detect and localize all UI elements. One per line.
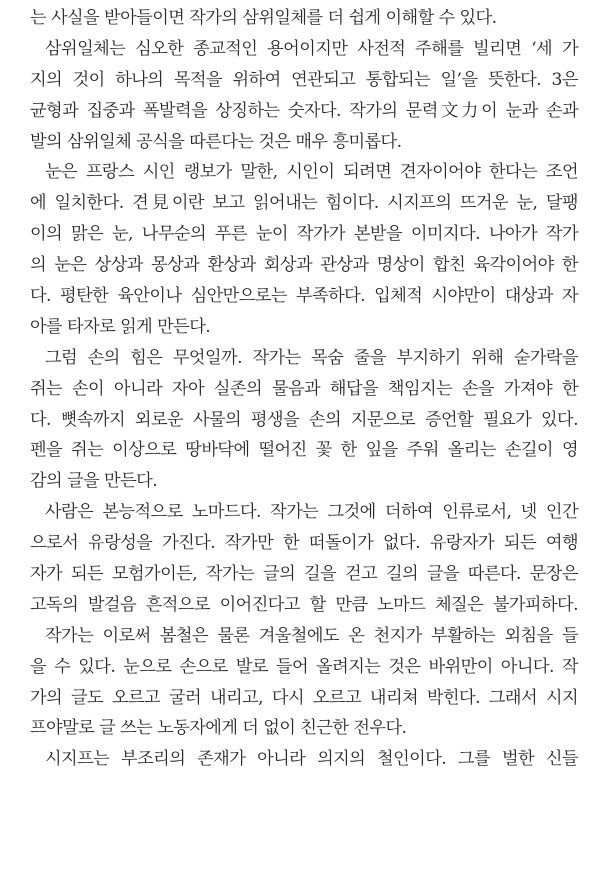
- text-line: 자가 되든 모험가이든, 작가는 글의 길을 걷고 길의 글을 따른다. 문장은: [30, 564, 578, 585]
- text-line: 쥐는 손이 아니라 자아 실존의 물음과 해답을 책임지는 손을 가져야 한: [30, 378, 578, 399]
- text-line: 사람은 본능적으로 노마드다. 작가는 그것에 더하여 인류로서, 넷 인간: [45, 502, 578, 523]
- text-line: 그럼 손의 힘은 무엇일까. 작가는 목숨 줄을 부지하기 위해 숟가락을: [45, 347, 578, 368]
- text-line: 에 일치한다. 견見이란 보고 읽어내는 힘이다. 시지프의 뜨거운 눈, 달팽: [30, 193, 578, 214]
- text-line: 감의 글을 만든다.: [30, 471, 158, 492]
- text-line: 고독의 발걸음 흔적으로 이어진다고 할 만큼 노마드 체질은 불가피하다.: [30, 594, 578, 615]
- text-line: 작가는 이로써 봄철은 물론 겨울철에도 온 천지가 부활하는 외침을 들: [45, 625, 578, 646]
- text-line: 지의 것이 하나의 목적을 위하여 연관되고 통합되는 일’을 뜻한다. 3은: [30, 69, 578, 90]
- text-line: 다. 평탄한 육안이나 심안만으로는 부족하다. 입체적 시야만이 대상과 자: [30, 286, 578, 307]
- text-line: 가의 글도 오르고 굴러 내리고, 다시 오르고 내리쳐 박힌다. 그래서 시지: [30, 687, 578, 708]
- text-line: 삼위일체는 심오한 종교적인 용어이지만 사전적 주해를 빌리면 ‘세 가: [45, 38, 578, 59]
- text-line: 을 수 있다. 눈으로 손으로 발로 들어 올려지는 것은 바위만이 아니다. 작: [30, 656, 578, 677]
- text-line: 는 사실을 받아들이면 작가의 삼위일체를 더 쉽게 이해할 수 있다.: [30, 8, 497, 28]
- text-line: 균형과 집중과 폭발력을 상징하는 숫자다. 작가의 문력文力이 눈과 손과: [30, 100, 578, 121]
- text-line: 아를 타자로 읽게 만든다.: [30, 316, 211, 337]
- text-line: 으로서 유랑성을 가진다. 작가만 한 떠돌이가 없다. 유랑자가 되든 여행: [30, 533, 578, 554]
- text-line: 의 눈은 상상과 몽상과 환상과 회상과 관상과 명상이 합친 육각이어야 한: [30, 255, 578, 276]
- text-line: 눈은 프랑스 시인 랭보가 말한, 시인이 되려면 견자이어야 한다는 조언: [45, 162, 578, 183]
- text-line: 프야말로 글 쓰는 노동자에게 더 없이 친근한 전우다.: [30, 718, 407, 739]
- text-line: 펜을 쥐는 이상으로 땅바닥에 떨어진 꽃 한 잎을 주워 올리는 손길이 영: [30, 440, 578, 461]
- text-line: 다. 뼛속까지 외로운 사물의 평생을 손의 지문으로 증언할 필요가 있다.: [30, 409, 578, 430]
- text-line: 이의 맑은 눈, 나무순의 푸른 눈이 작가가 본받을 이미지다. 나아가 작가: [30, 224, 578, 245]
- text-line: 발의 삼위일체 공식을 따른다는 것은 매우 흥미롭다.: [30, 131, 402, 152]
- text-line: 시지프는 부조리의 존재가 아니라 의지의 철인이다. 그를 벌한 신들: [45, 749, 578, 770]
- document-page: [30, 3, 578, 775]
